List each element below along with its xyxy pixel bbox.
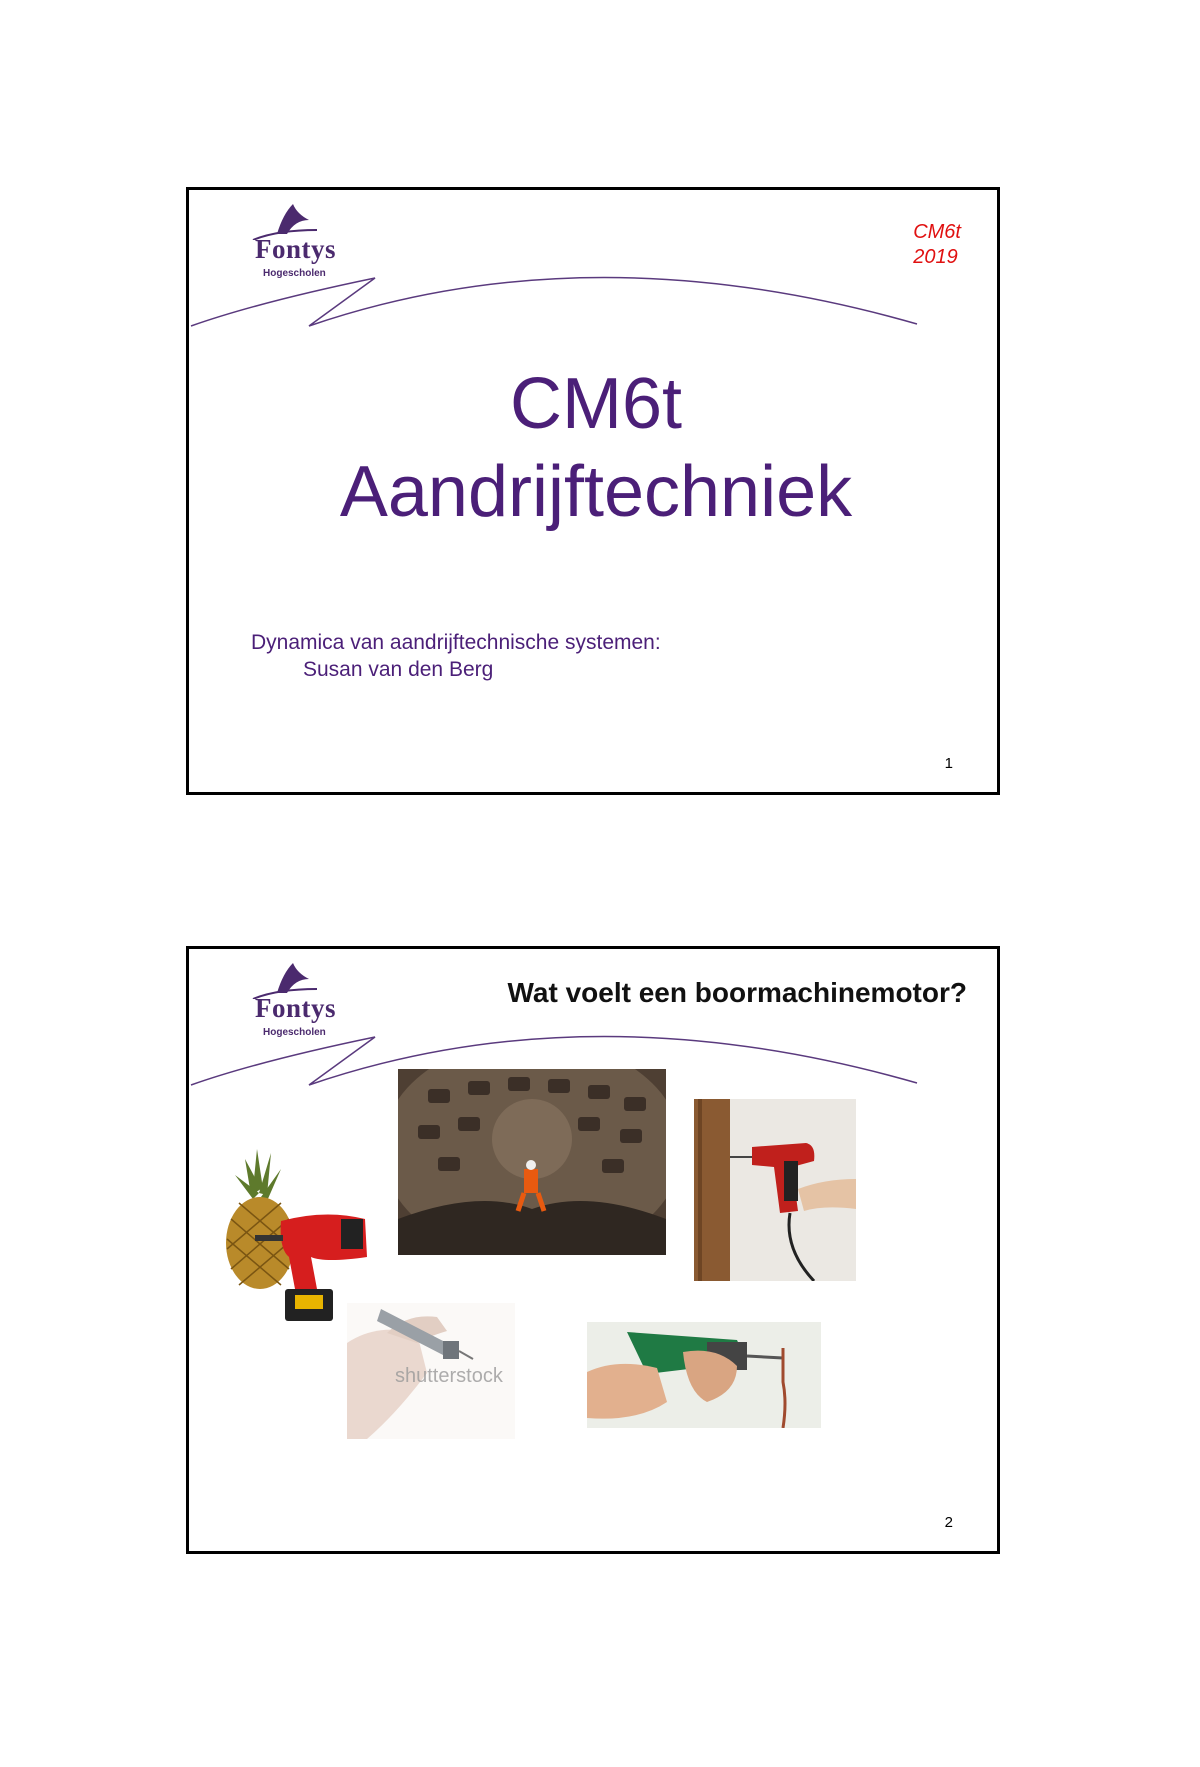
fontys-logo [219,959,359,1039]
course-tag [913,220,961,270]
shutterstock-watermark: shutterstock [395,1365,503,1387]
pineapple-drill-photo [215,1139,377,1324]
logo-subtext: Hogescholen [263,1027,326,1038]
slide-1 [186,187,1000,795]
page-number: 1 [944,755,953,772]
page-number: 2 [944,1514,953,1531]
logo-wordmark: Fontys [255,993,337,1023]
subtitle-line-1: Dynamica van aandrijftechnische systemen: [251,631,661,654]
title-line-1: CM6t [509,364,683,444]
course-tag-code: CM6t [913,221,961,243]
slide-2 [186,946,1000,1554]
slide-title: Wat voelt een boormachinemotor? [507,977,967,1008]
hammer-drill-photo [587,1322,821,1428]
dental-drill-photo [347,1303,515,1439]
course-tag-year: 2019 [913,246,958,268]
logo-wordmark: Fontys [255,234,337,264]
logo-subtext: Hogescholen [263,268,326,279]
fontys-logo [219,200,359,280]
tunnel-boring-machine-photo [398,1069,666,1255]
subtitle-line-2: Susan van den Berg [303,658,494,681]
drill-wood-photo [694,1099,856,1281]
title-line-2: Aandrijftechniek [339,452,853,532]
